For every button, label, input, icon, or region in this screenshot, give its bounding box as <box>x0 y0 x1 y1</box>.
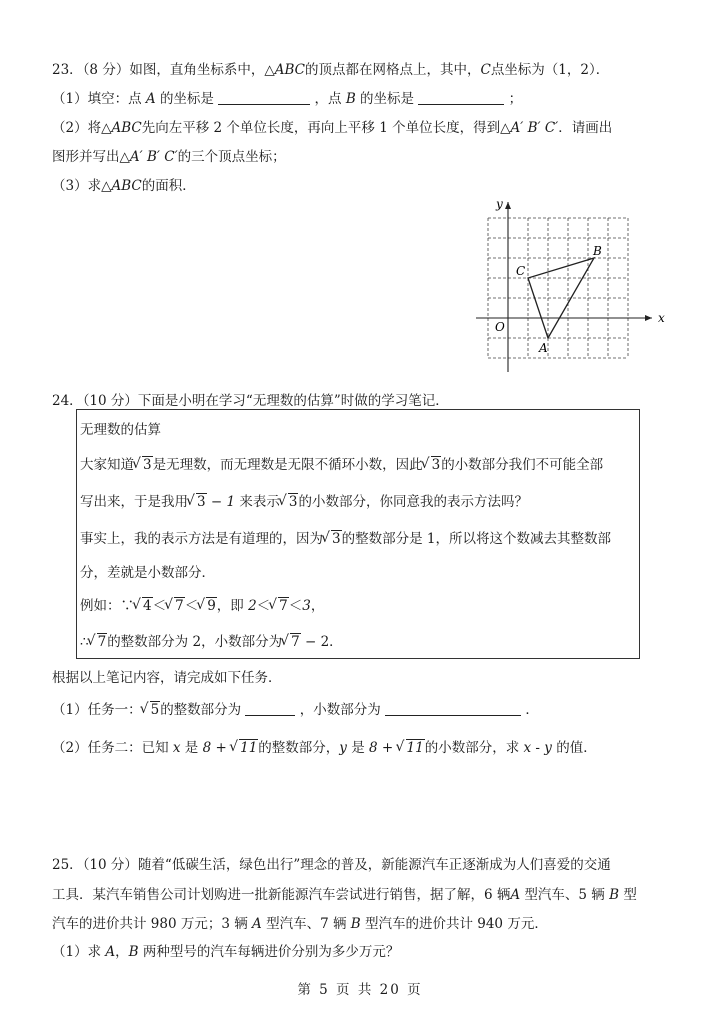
y-axis-label: y <box>496 197 503 211</box>
answer-blank-decimal[interactable] <box>385 701 521 716</box>
q24-after-note: 根据以上笔记内容，请完成如下任务． <box>52 670 282 686</box>
note-line-3: 事实上，我的表示方法是有道理的，因为√ 3的整数部分是 1，所以将这个数减去其整数部 <box>80 527 611 547</box>
coordinate-grid-figure <box>470 196 670 372</box>
score: （10 分） <box>82 393 138 409</box>
q23-stem: 23．（8 分）如图，直角坐标系中，△ABC的顶点都在网格点上，其中，C点坐标为（1，2）． <box>52 62 610 78</box>
point-c-label: C <box>516 264 526 278</box>
q25-part1: （1）求 A，B 两种型号的汽车每辆进价分别为多少万元？ <box>52 944 400 960</box>
q25-line-2: 工具．某汽车销售公司计划购进一批新能源汽车尝试进行销售，据了解，6 辆A 型汽车、5 辆 B 型 <box>52 887 637 903</box>
note-line-2: 写出来，于是我用√ 3 − 1 来表示√ 3的小数部分，你同意我的表示方法吗？ <box>80 490 528 510</box>
question-number: 24． <box>52 393 83 409</box>
note-line-1: 大家知道√ 3是无理数，而无理数是无限不循环小数，因此√ 3的小数部分我们不可能全部 <box>80 453 603 473</box>
score: （10 分） <box>82 857 138 873</box>
y-axis-arrow <box>505 202 511 209</box>
point-b-label: B <box>593 244 602 258</box>
point-a-label: A <box>539 341 548 355</box>
q24-task2: （2）任务二：已知 x 是 8 + √ 11的整数部分，y 是 8 + √ 11的小数部分，求 x - y 的值． <box>52 736 597 756</box>
q25-stem: 25．（10 分）随着“低碳生活，绿色出行”理念的普及，新能源汽车正逐渐成为人们喜爱的交通 <box>52 857 611 873</box>
grid-lines <box>488 218 628 358</box>
answer-blank-a[interactable] <box>218 90 310 105</box>
answer-blank-integer[interactable] <box>245 701 295 716</box>
question-number: 23． <box>52 62 83 78</box>
note-line-5: 例如：∵√ 4＜√ 7＜√ 9，即 2＜√ 7＜3， <box>80 594 324 614</box>
page-footer: 第 5 页 共 20 页 <box>297 982 423 998</box>
question-number: 25． <box>52 857 83 873</box>
note-line-6: ∴√ 7的整数部分为 2，小数部分为√ 7 − 2． <box>80 630 343 650</box>
note-line-4: 分，差就是小数部分． <box>80 565 215 581</box>
q23-part3: （3）求△ABC的面积． <box>52 178 196 194</box>
q25-line-3: 汽车的进价共计 980 万元；3 辆 A 型汽车、7 辆 B 型汽车的进价共计 940 万元． <box>52 916 548 932</box>
q24-stem: 24．（10 分）下面是小明在学习“无理数的估算”时做的学习笔记． <box>52 393 449 409</box>
answer-blank-b[interactable] <box>418 90 504 105</box>
x-axis-label: x <box>658 311 665 325</box>
x-axis-arrow <box>645 315 652 321</box>
q23-part2: （2）将△ABC先向左平移 2 个单位长度，再向上平移 1 个单位长度，得到△A′ B′ C′．请画出 <box>52 120 613 136</box>
q24-task1: （1）任务一：√ 5的整数部分为 ，小数部分为 ． <box>52 698 539 718</box>
q23-part2-cont: 图形并写出△A′ B′ C′的三个顶点坐标； <box>52 149 286 165</box>
note-title: 无理数的估算 <box>80 422 161 438</box>
origin-label: O <box>495 320 505 334</box>
q23-part1: （1）填空：点 A 的坐标是 ，点 B 的坐标是 ； <box>52 91 523 107</box>
score: （8 分） <box>82 62 130 78</box>
